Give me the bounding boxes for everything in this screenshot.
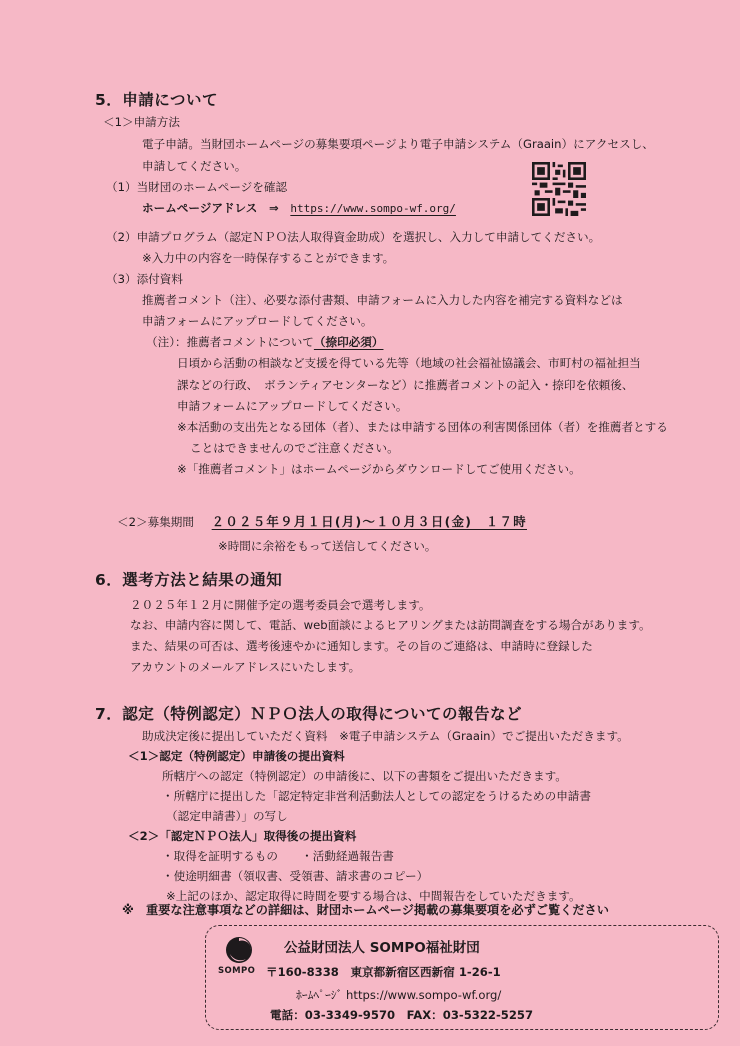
step-2-note: ※入力中の内容を一時保存することができます。 — [142, 251, 395, 265]
homepage-row — [142, 203, 456, 215]
report-sub-1-line-2: ・所轄庁に提出した「認定特定非営利活動法人としての認定をうけるための申請書 — [162, 789, 591, 803]
qr-code-icon[interactable] — [532, 162, 586, 216]
application-period-row — [117, 516, 527, 529]
application-method-title: ＜1＞申請方法 — [103, 115, 180, 129]
note-line-3: 申請フォームにアップロードしてください。 — [177, 399, 408, 413]
selection-line-1: ２０２５年１２月に開催予定の選考委員会で選考します。 — [130, 598, 431, 612]
note-line-5: ことはできませんのでご注意ください。 — [190, 441, 399, 455]
report-sub-1-title: ＜1＞認定（特例認定）申請後の提出資料 — [128, 749, 345, 763]
report-intro: 助成決定後に提出していただく資料 ※電子申請システム（Graain）でご提出いただきます。 — [142, 729, 629, 743]
selection-line-3: また、結果の可否は、選考後速やかに通知します。その旨のご連絡は、申請時に登録した — [130, 639, 593, 653]
note-line-6: ※「推薦者コメント」はホームページからダウンロードしてご使用ください。 — [177, 462, 581, 476]
foundation-homepage[interactable]: ﾎｰﾑﾍﾟｰｼﾞ https://www.sompo-wf.org/ — [296, 988, 502, 1002]
report-sub-2-note: ※上記のほか、認定取得に時間を要する場合は、中間報告をしていただきます。 — [166, 889, 581, 903]
note-line-1: 日頃から活動の相談など支援を得ている先等（地域の社会福祉協議会、市町村の福祉担当 — [177, 356, 641, 370]
note-line-4: ※本活動の支出先となる団体（者）、または申請する団体の利害関係団体（者）を推薦者とする — [177, 420, 668, 434]
method-line-2: 申請してください。 — [142, 159, 247, 173]
important-notice: ※ 重要な注意事項などの詳細は、財団ホームページ掲載の募集要項を必ずご覧ください — [122, 903, 609, 917]
note-head-text: （注）：推薦者コメントについて — [146, 335, 314, 349]
homepage-link[interactable]: https://www.sompo-wf.org/ — [290, 202, 456, 215]
homepage-label: ホームページアドレス ⇒ — [142, 201, 279, 215]
foundation-address: 〒160-8338 東京都新宿区西新宿 1-26-1 — [266, 965, 501, 979]
method-line-1: 電子申請。当財団ホームページの募集要項ページより電子申請システム（Graain）にアクセスし、 — [142, 137, 654, 151]
step-3-line-1: 推薦者コメント（注）、必要な添付書類、申請フォームに入力した内容を補完する資料などは — [142, 293, 623, 307]
step-3-line-2: 申請フォームにアップロードしてください。 — [142, 314, 373, 328]
report-sub-1-line-1: 所轄庁への認定（特例認定）の申請後に、以下の書類をご提出いただきます。 — [162, 769, 567, 783]
report-sub-1-line-3: （認定申請書）」の写し — [166, 809, 288, 823]
period-title: ＜2＞募集期間 — [117, 515, 194, 529]
selection-line-2: なお、申請内容に関して、電話、web面談によるヒアリングまたは訪問調査をする場合があります。 — [130, 618, 651, 632]
report-sub-2-title: ＜2＞「認定ＮＰＯ法人」取得後の提出資料 — [128, 829, 357, 843]
section-6-heading: 6．選考方法と結果の通知 — [95, 571, 283, 589]
report-sub-2-line-2: ・使途明細書（領収書、受領書、請求書のコピー） — [162, 869, 429, 883]
period-note: ※時間に余裕をもって送信してください。 — [218, 539, 437, 553]
step-2: （2）申請プログラム（認定ＮＰＯ法人取得資金助成）を選択し、入力して申請してください。 — [106, 230, 601, 244]
sompo-logo-icon — [224, 935, 254, 965]
step-1: （1）当財団のホームページを確認 — [106, 180, 288, 194]
selection-line-4: アカウントのメールアドレスにいたします。 — [130, 660, 361, 674]
section-7-heading: 7．認定（特例認定）ＮＰＯ法人の取得についての報告など — [95, 705, 522, 723]
section-5-heading: 5．申請について — [95, 91, 218, 109]
seal-required: （捺印必須） — [313, 335, 384, 349]
recommender-note-head — [146, 337, 383, 349]
period-dates: ２０２５年９月１日(月)～１０月３日(金) １７時 — [211, 514, 527, 529]
foundation-phone-fax: 電話：03-3349-9570 FAX：03-5322-5257 — [270, 1008, 534, 1022]
note-line-2: 課などの行政、 ボランティアセンターなど）に推薦者コメントの記入・捺印を依頼後、 — [177, 378, 634, 392]
step-3: （3）添付資料 — [106, 272, 183, 286]
report-sub-2-line-1: ・取得を証明するもの ・活動経過報告書 — [162, 849, 394, 863]
sompo-logo-text: SOMPO — [218, 966, 256, 976]
foundation-name: 公益財団法人 SOMPO福祉財団 — [284, 940, 480, 956]
